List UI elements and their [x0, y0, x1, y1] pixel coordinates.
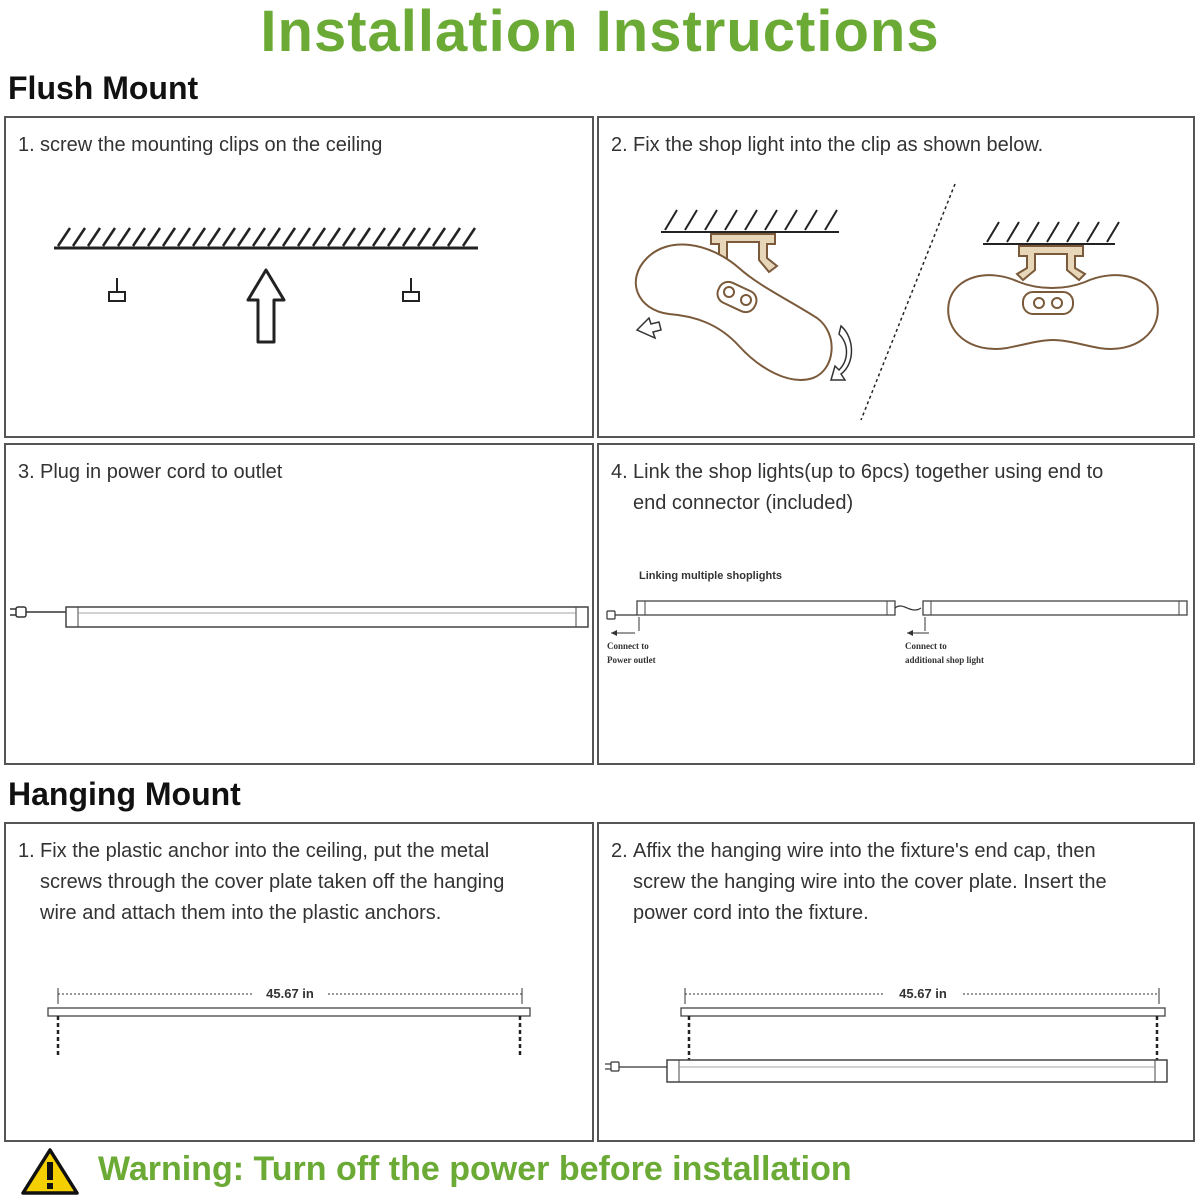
- ceiling-hatch: [58, 228, 475, 246]
- connect-additional-label-1: Connect to: [905, 641, 947, 651]
- hanging-step-2-panel: [597, 822, 1195, 1142]
- step-text-line-2: screws through the cover plate taken off the hanging: [40, 871, 505, 893]
- cover-plate-bar: [48, 1008, 530, 1016]
- step-text-line-2: screw the hanging wire into the cover plate. Insert the: [633, 871, 1107, 893]
- plug-icon: [605, 1062, 619, 1071]
- up-arrow-icon: [248, 270, 284, 342]
- plug-icon: [607, 611, 615, 619]
- step-number: 2.: [611, 134, 628, 156]
- warning-banner: [20, 1146, 1180, 1198]
- step-number: 1.: [18, 134, 35, 156]
- step-number: 1.: [18, 840, 35, 862]
- warning-triangle-icon: [20, 1146, 80, 1196]
- flush-step-4-panel: [597, 443, 1195, 765]
- dimension-label: 45.67 in: [266, 986, 314, 1001]
- rotate-arrow-icon: [831, 326, 852, 380]
- step-text: Fix the shop light into the clip as shown below.: [633, 134, 1044, 156]
- dimension-label: 45.67 in: [899, 986, 947, 1001]
- step-text-line-1: Affix the hanging wire into the fixture's end cap, then: [633, 840, 1096, 862]
- step-number: 3.: [18, 461, 35, 483]
- cover-plate-bar: [681, 1008, 1165, 1016]
- step-text-line-1: Fix the plastic anchor into the ceiling, put the metal: [40, 840, 490, 862]
- mounting-clip-icon: [109, 278, 125, 301]
- step-text: Plug in power cord to outlet: [40, 461, 283, 483]
- tilted-fixture-icon: [636, 245, 832, 380]
- shop-light-bar: [923, 601, 1187, 615]
- shop-light-bar: [66, 607, 588, 627]
- flush-step-1-panel: [4, 116, 594, 438]
- step-text-line-2: end connector (included): [633, 492, 854, 514]
- plug-icon: [10, 607, 26, 617]
- step-text-line-3: wire and attach them into the plastic anchors.: [40, 902, 442, 924]
- step-text: screw the mounting clips on the ceiling: [40, 134, 383, 156]
- step-text-line-1: Link the shop lights(up to 6pcs) together using end to: [633, 461, 1104, 483]
- push-arrow-icon: [637, 318, 661, 338]
- diagram-label: Linking multiple shoplights: [639, 570, 782, 582]
- connect-power-label-2: Power outlet: [607, 655, 656, 665]
- shop-light-bar: [637, 601, 895, 615]
- shop-light-bar: [667, 1060, 1167, 1082]
- clip-icon: [1017, 246, 1085, 280]
- fixture-hanging-diagram: [599, 824, 1197, 1144]
- step-number: 2.: [611, 840, 628, 862]
- hanging-mount-heading: Hanging Mount: [8, 776, 241, 812]
- step-text-line-3: power cord into the fixture.: [633, 902, 869, 924]
- flush-step-3-panel: [4, 443, 594, 765]
- warning-text: Warning: Turn off the power before installation: [98, 1150, 852, 1188]
- mounting-clip-icon: [403, 278, 419, 301]
- hanging-step-1-panel: [4, 822, 594, 1142]
- power-cord-diagram: [6, 445, 596, 767]
- connect-power-label-1: Connect to: [607, 641, 649, 651]
- step-number: 4.: [611, 461, 628, 483]
- linking-diagram: [599, 445, 1197, 767]
- page-title: Installation Instructions: [260, 0, 940, 64]
- anchor-diagram: [6, 824, 596, 1144]
- flush-step-2-panel: [597, 116, 1195, 438]
- clip-fixing-diagram: [599, 118, 1197, 440]
- flush-mount-heading: Flush Mount: [8, 70, 199, 106]
- ceiling-clips-diagram: [6, 118, 596, 440]
- connect-additional-label-2: additional shop light: [905, 655, 985, 665]
